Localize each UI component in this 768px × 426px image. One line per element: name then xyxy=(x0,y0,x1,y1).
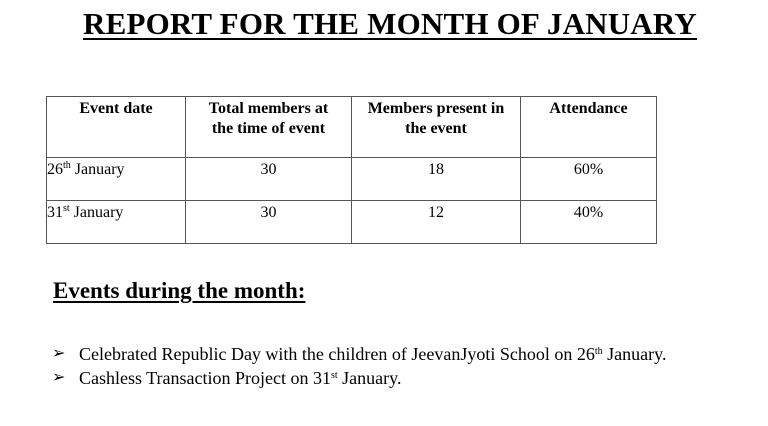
arrow-bullet-icon: ➢ xyxy=(52,345,66,362)
event-text-suffix: th xyxy=(594,346,603,357)
report-title: REPORT FOR THE MONTH OF JANUARY xyxy=(83,6,697,41)
header-members-present-line1: Members present in xyxy=(367,100,505,117)
header-event-date-label: Event date xyxy=(79,100,153,117)
total-members-cell: 30 xyxy=(186,158,352,201)
event-month: January xyxy=(70,161,125,178)
event-day: 31 xyxy=(47,204,63,221)
event-day-suffix: st xyxy=(63,203,70,214)
event-date-cell xyxy=(47,201,186,244)
attendance-cell: 60% xyxy=(521,158,657,201)
events-list xyxy=(52,344,752,392)
header-attendance xyxy=(521,97,657,158)
event-month: January xyxy=(69,204,124,221)
table-row xyxy=(47,158,657,201)
total-members-cell: 30 xyxy=(186,201,352,244)
event-text-end: January. xyxy=(602,344,667,364)
header-total-members-line2: the time of event xyxy=(211,120,326,137)
event-text-end: January. xyxy=(337,368,402,388)
events-heading: Events during the month: xyxy=(53,278,306,303)
header-attendance-label: Attendance xyxy=(549,100,628,117)
list-item xyxy=(52,344,752,364)
list-item xyxy=(52,368,752,388)
attendance-cell: 40% xyxy=(521,201,657,244)
header-members-present-line2: the event xyxy=(405,120,467,137)
header-total-members xyxy=(186,97,352,158)
header-total-members-line1: Total members at xyxy=(208,100,329,117)
header-event-date xyxy=(47,97,186,158)
event-text: Cashless Transaction Project on 31 xyxy=(79,368,331,388)
table-row xyxy=(47,201,657,244)
members-present-cell: 18 xyxy=(352,158,521,201)
event-text: Celebrated Republic Day with the children of JeevanJyoti School on 26 xyxy=(79,344,595,364)
arrow-bullet-icon: ➢ xyxy=(52,369,66,386)
attendance-table xyxy=(46,96,657,244)
event-date-cell xyxy=(47,158,186,201)
table-header-row xyxy=(47,97,657,158)
members-present-cell: 12 xyxy=(352,201,521,244)
header-members-present xyxy=(352,97,521,158)
event-day-suffix: th xyxy=(63,160,71,171)
event-text-suffix: st xyxy=(331,370,338,381)
event-day: 26 xyxy=(47,161,63,178)
